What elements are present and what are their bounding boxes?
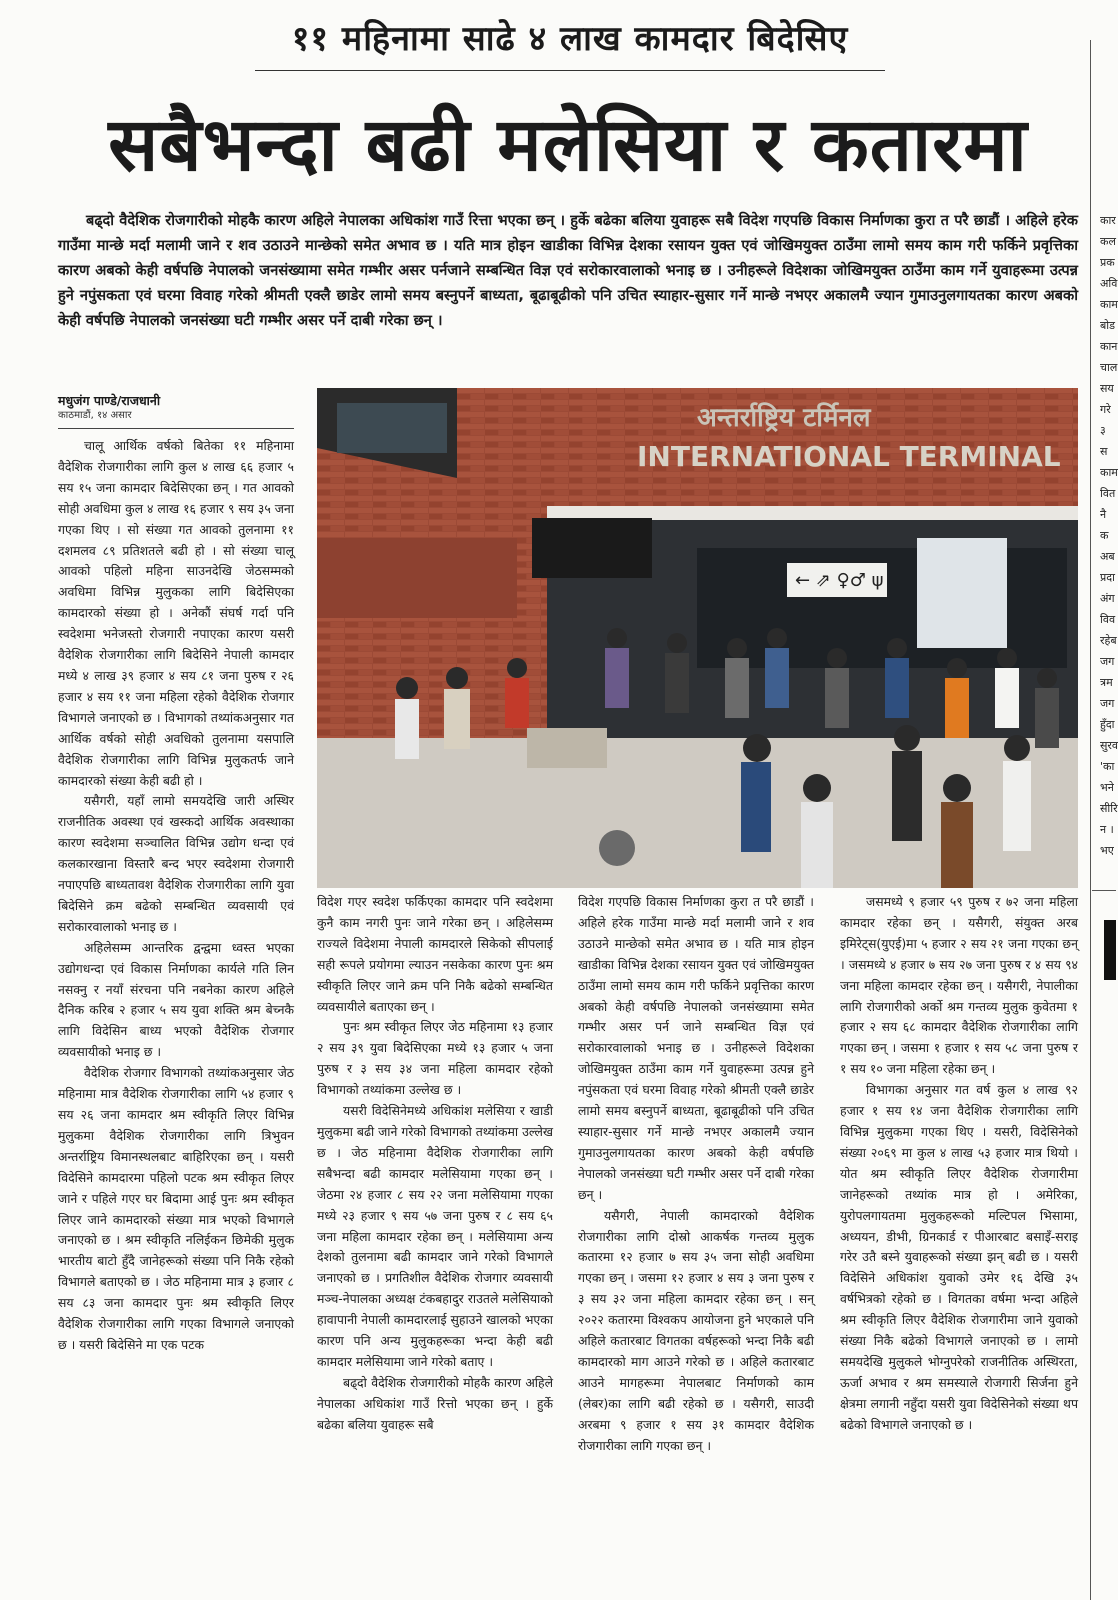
main-headline: सबैभन्दा बढी मलेसिया र कतारमा <box>108 102 1028 188</box>
paragraph: विदेश गएपछि विकास निर्माणका कुरा त परै छाडौं । अहिले हरेक गाउँमा मान्छे मर्दा मलामी जाने र शव उठाउने मान्छेको समेत अभाव छ । यति मात्र होइन खाडीका विभिन्न देशका रसायन युक्त एवं जोखिमयुक्त ठाउँमा लामो समय काम गरी फर्किने प्रवृत्तिका कारण अबको केही वर्षपछि नेपालको जनसंख्यामा समेत गम्भीर असर पर्न जाने सम्बन्धित विज्ञ एवं सरोकारवालाको भनाइ छ । उनीहरूले विदेशका जोखिमयुक्त ठाउँमा काम गर्ने युवाहरूमा उत्पन्न हुने नपुंसकता एवं घरमा विवाह गरेको श्रीमती एक्लै छाडेर लामो समय बस्नुपर्ने बाध्यता, बूढाबूढीको पनि उचित स्याहार-सुसार गर्ने मान्छे नभएर अकालमै ज्यान गुमाउनुलगायतका कारण अबको केही वर्षपछि नेपालको जनसंख्या घटी गम्भीर असर पर्ने दाबी गरेका छन् । <box>578 894 814 1202</box>
byline-dateline: काठमाडौं, १४ असार <box>58 410 132 421</box>
paragraph: अहिलेसम्म आन्तरिक द्वन्द्वमा ध्वस्त भएका उद्योगधन्दा एवं विकास निर्माणका कार्यले गति लिन नसक्नु र नयाँ संरचना पनि नबनेका कारण अहिले दैनिक करिब २ हजार ५ सय युवा शक्ति श्रम बेच्नकै लागि विदेसिन बाध्य भएको वैदेशिक रोजगार व्यवसायीको भनाइ छ । <box>58 939 294 1060</box>
byline <box>58 392 294 423</box>
terminal-sign-nepali: अन्तर्राष्ट्रिय टर्मिनल <box>697 403 871 433</box>
paragraph: बढ्दो वैदेशिक रोजगारीको मोहकै कारण अहिले नेपालका अधिकांश गाउँ रित्तो भएका छन् । हुर्के बढेका बलिया युवाहरू सबै <box>317 1374 553 1432</box>
paragraph: यसैगरी, यहाँ लामो समयदेखि जारी अस्थिर राजनीतिक अवस्था एवं खस्कदो आर्थिक अवस्थाका कारण स्वदेशमा सञ्चालित विभिन्न उद्योग धन्दा एवं कलकारखाना विस्तारै बन्द भएर स्वदेशमा रोजगारी नपाएपछि बाध्यतावश वैदेशिक रोजगारीका लागि युवा बिदेसिने क्रम बढेको सम्बन्धित व्यवसायी एवं सरोकारवालाको भनाइ छ । <box>58 793 294 934</box>
adjacent-article-fragment: कार कल प्रक अवि काम बोड कान चाल सय गरे ३ स काम वित नै क अब प्रदा अंग विव रहेब जग त्रम जग हुँदा सुरव 'का भने सीरि न । भए <box>1100 214 1118 857</box>
airport-terminal-photo <box>317 388 1078 888</box>
article-column-3 <box>578 892 814 1576</box>
byline-author: मधुजंग पाण्डे/राजधानी <box>58 393 161 408</box>
direction-sign: ← ⇗ ♀♂ ψ <box>795 570 884 591</box>
article-column-4 <box>840 892 1078 1576</box>
byline-rule <box>58 428 294 429</box>
paragraph: यसरी विदेसिनेमध्ये अधिकांश मलेसिया र खाडी मुलुकमा बढी जाने गरेको विभागको तथ्यांकमा उल्लेख छ । जेठ महिनामा वैदेशिक रोजगारीका लागि सबैभन्दा बढी कामदार मलेसियामा गएका छन् । जेठमा २४ हजार ८ सय २२ जना मलेसियामा गएका मध्ये २३ हजार ९ सय ५७ जना पुरुष र ८ सय ६५ जना महिला कामदार रहेका छन् । मलेसियामा अन्य देशको तुलनामा बढी कामदार जाने गरेको विभागले जनाएको छ । प्रगतिशील वैदेशिक रोजगार व्यवसायी मञ्च-नेपालका अध्यक्ष टंकबहादुर राउतले मलेसियाको हावापानी नेपाली कामदारलाई सुहाउने खालको भएका कारण पनि अन्य मुलुकहरूका भन्दा केही बढी कामदार मलेसियामा जाने गरेको बताए । <box>317 1103 553 1369</box>
article-column-2 <box>317 892 553 1576</box>
paragraph: यसैगरी, नेपाली कामदारको वैदेशिक रोजगारीका लागि दोस्रो आकर्षक गन्तव्य मुलुक कतारमा १२ हजार ७ सय ३५ जना सोही अवधिमा गएका छन् । जसमा १२ हजार ४ सय ३ जना पुरुष र ३ सय ३२ जना महिला कामदार रहेका छन् । सन् २०२२ कतारमा विश्वकप आयोजना हुने भएकाले पनि अहिले कतारबाट विगतका वर्षहरूको भन्दा निकै बढी कामदारको माग आउने गरेको छ । अहिले कतारबाट आउने मागहरूमा नेपालबाट निर्माणको काम (लेबर)का लागि बढी रहेको छ । यसैगरी, साउदी अरबमा ९ हजार १ सय ३१ कामदार वैदेशिक रोजगारीका लागि गएका छन् । <box>578 1207 814 1453</box>
lead-paragraph: बढ्दो वैदेशिक रोजगारीको मोहकै कारण अहिले नेपालका अधिकांश गाउँ रित्ता भएका छन् । हुर्के बढेका बलिया युवाहरू सबै विदेश गएपछि विकास निर्माणका कुरा त परै छाडौं । अहिले हरेक गाउँमा मान्छे मर्दा मलामी जाने र शव उठाउने मान्छेको समेत अभाव छ । यति मात्र होइन खाडीका विभिन्न देशका रसायन युक्त एवं जोखिमयुक्त ठाउँमा लामो समय काम गरी फर्किने प्रवृत्तिका कारण अबको केही वर्षपछि नेपालको जनसंख्यामा समेत गम्भीर असर पर्नजाने सम्बन्धित विज्ञ एवं सरोकारवालाको भनाइ छ । उनीहरूले विदेशका जोखिमयुक्त ठाउँमा काम गर्ने युवाहरूमा उत्पन्न हुने नपुंसकता एवं घरमा विवाह गरेको श्रीमती एक्लै छाडेर लामो समय बस्नुपर्ने बाध्यता, बूढाबूढीको पनि उचित स्याहार-सुसार गर्ने मान्छे नभएर अकालमै ज्यान गुमाउनुलगायतका कारण अबको केही वर्षपछि नेपालको जनसंख्या घटी गम्भीर असर पर्ने दाबी गरेका छन् । <box>58 212 1078 329</box>
paragraph: विभागका अनुसार गत वर्ष कुल ४ लाख ९२ हजार १ सय १४ जना वैदेशिक रोजगारीका लागि विभिन्न मुलुकमा गएका थिए । यसरी, विदेसिनेको संख्या २०६९ मा कुल ४ लाख ५३ हजार मात्र थियो । योत श्रम स्वीकृति लिएर वैदेशिक रोजगारीमा जानेहरूको तथ्यांक मात्र हो । अमेरिका, युरोपलगायतमा मुलुकहरूको मल्टिपल भिसामा, अध्ययन, डीभी, ग्रिनकार्ड र पीआरबाट बसाइँ-सराइ गरेर उतै बस्ने युवाहरूको संख्या झन् बढी छ । यसरी विदेसिने अधिकांश युवाको उमेर १६ देखि ३५ वर्षभित्रको रहेको छ । विगतका वर्षमा भन्दा अहिले श्रम स्वीकृति लिएर वैदेशिक रोजगारीमा जाने युवाको संख्या निकै बढेको विभागले जनाएको छ । लामो समयदेखि मुलुकले भोग्नुपरेको राजनीतिक अस्थिरता, ऊर्जा अभाव र श्रम समस्याले रोजगारी सिर्जना हुने क्षेत्रमा लगानी नहुँदा यसरी युवा विदेसिनेको संख्या थप बढेको विभागले जनाएको छ । <box>840 1082 1078 1432</box>
kicker-rule <box>255 70 885 71</box>
article-column-1 <box>58 436 294 1576</box>
paragraph: जसमध्ये ९ हजार ५९ पुरुष र ७२ जना महिला कामदार रहेका छन् । यसैगरी, संयुक्त अरब इमिरेट्स(युएई)मा ५ हजार २ सय २१ जना गएका छन् । जसमध्ये ४ हजार ७ सय २७ जना पुरुष र ४ सय ९४ जना महिला कामदार रहेका छन् । यसैगरी, नेपालीका लागि रोजगारीको अर्को श्रम गन्तव्य मुलुक कुवेतमा १ हजार २ सय ६८ कामदार वैदेशिक रोजगारीका लागि गएका छन् । जसमा १ हजार १ सय ५८ जना पुरुष र १ सय १० जना महिला रहेका छन् । <box>840 894 1078 1077</box>
paragraph: विदेश गएर स्वदेश फर्किएका कामदार पनि स्वदेशमा कुनै काम नगरी पुनः जाने गरेका छन् । अहिलेसम्म राज्यले विदेशमा नेपाली कामदारले सिकेको सीपलाई सही रूपले प्रयोगमा ल्याउन नसकेका कारण पुनः श्रम स्वीकृति लिएर जाने क्रम पनि निकै बढेको सम्बन्धित व्यवसायीले बताएका छन् । <box>317 894 553 1014</box>
paragraph: पुनः श्रम स्वीकृत लिएर जेठ महिनामा १३ हजार २ सय ३९ युवा बिदेसिएका मध्ये १३ हजार ५ जना पुरुष र ३ सय ३४ जना महिला कामदार रहेको विभागको तथ्यांकमा उल्लेख छ । <box>317 1019 553 1098</box>
paragraph: चालू आर्थिक वर्षको बितेका ११ महिनामा वैदेशिक रोजगारीका लागि कुल ४ लाख ६६ हजार ५ सय १५ जना कामदार बिदेसिएका छन् । गत आवको सोही अवधिमा कुल ४ लाख १६ हजार ९ सय ३५ जना गएका थिए । सो संख्या गत आवको तुलनामा ११ दशमलव ८९ प्रतिशतले बढी हो । सो संख्या चालू आवको पहिलो महिना साउनदेखि जेठसम्मको अवधिमा विभिन्न मुलुकका लागि बिदेसिएका कामदारको संख्या हो । अनेकौं संघर्ष गर्दा पनि स्वदेशमा भनेजस्तो रोजगारी नपाएका कारण यसरी वैदेशिक रोजगारीका लागि बिदेसिने नेपाली कामदार मध्ये ४ लाख ३९ हजार ४ सय ८१ जना पुरुष र २६ हजार ४ सय ११ जना महिला रहेको वैदेशिक रोजगार विभागले जनाएको छ । विभागको तथ्यांकअनुसार गत आर्थिक वर्षको सोही अवधिको तुलनामा यसपालि वैदेशिक रोजगारीका लागि विभिन्न मुलुकतर्फ जाने कामदारको संख्या केही बढी हो । <box>58 438 294 788</box>
adjacent-heading-block <box>1104 920 1116 980</box>
kicker-headline: ११ महिनामा साढे ४ लाख कामदार बिदेसिए <box>291 19 849 59</box>
photo-illustration <box>317 388 1078 888</box>
terminal-sign-english: INTERNATIONAL TERMINAL <box>637 440 1061 473</box>
right-column-divider <box>1090 40 1091 1600</box>
paragraph: वैदेशिक रोजगार विभागको तथ्यांकअनुसार जेठ महिनामा मात्र वैदेशिक रोजगारीका लागि ५४ हजार ९ सय २६ जना कामदार श्रम स्वीकृति लिएर विभिन्न मुलुकमा वैदेशिक रोजगारीका लागि त्रिभुवन अन्तर्राष्ट्रिय विमानस्थलबाट बाहिरिएका छन् । यसरी विदेसिने कामदारमा पहिलो पटक श्रम स्वीकृत लिएर जाने र पहिले गएर घर बिदामा आई पुनः श्रम स्वीकृत लिएर जाने कामदारको संख्या मात्र भएको विभागले जनाएको छ । श्रम स्वीकृति नलिईकन छिमेकी मुलुक भारतीय बाटो हुँदै जानेहरूको संख्या पनि निकै रहेको विभागले बताएको छ । जेठ महिनामा मात्र ३ हजार ८ सय ८३ जना कामदार पुनः श्रम स्वीकृति लिएर वैदेशिक रोजगारीका लागि गएका विभागले जनाएको छ । यसरी बिदेसिने मा एक पटक <box>58 1065 294 1352</box>
